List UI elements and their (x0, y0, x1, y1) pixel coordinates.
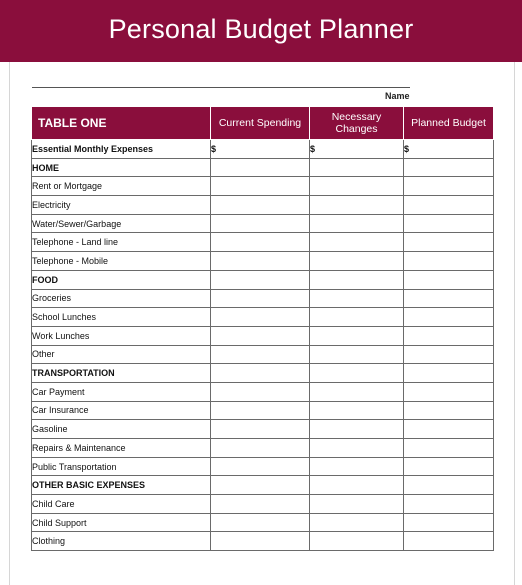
table-row (32, 420, 494, 439)
category-row (32, 476, 494, 495)
budget-table (31, 106, 494, 551)
planned-budget-cell[interactable] (404, 345, 494, 364)
table-row (32, 345, 494, 364)
row-label: Other (32, 345, 211, 364)
table-row (32, 401, 494, 420)
column-header-planned-budget: Planned Budget (404, 107, 494, 140)
table-row (32, 457, 494, 476)
necessary-changes-cell[interactable] (310, 326, 404, 345)
current-spending-cell (211, 158, 310, 177)
page-title: Personal Budget Planner (108, 14, 414, 44)
necessary-changes-cell[interactable] (310, 177, 404, 196)
necessary-changes-cell (310, 364, 404, 383)
necessary-changes-cell[interactable] (310, 196, 404, 215)
necessary-changes-cell (310, 158, 404, 177)
essential-expenses-row (32, 140, 494, 159)
necessary-changes-cell (310, 476, 404, 495)
current-spending-cell[interactable]: $ (211, 140, 310, 159)
current-spending-cell[interactable] (211, 252, 310, 271)
table-title: TABLE ONE (32, 107, 211, 140)
planned-budget-cell[interactable] (404, 382, 494, 401)
current-spending-cell[interactable] (211, 401, 310, 420)
title-banner (0, 0, 522, 62)
name-label: Name (385, 91, 410, 101)
current-spending-cell[interactable] (211, 233, 310, 252)
current-spending-cell[interactable] (211, 177, 310, 196)
row-label: Car Insurance (32, 401, 211, 420)
planned-budget-cell[interactable] (404, 457, 494, 476)
category-label: OTHER BASIC EXPENSES (32, 476, 211, 495)
budget-table-body (32, 140, 494, 551)
planned-budget-cell[interactable] (404, 233, 494, 252)
necessary-changes-cell[interactable] (310, 214, 404, 233)
planned-budget-cell[interactable] (404, 289, 494, 308)
planned-budget-cell (404, 476, 494, 495)
planned-budget-cell[interactable] (404, 196, 494, 215)
necessary-changes-cell[interactable] (310, 420, 404, 439)
current-spending-cell[interactable] (211, 457, 310, 476)
table-row (32, 289, 494, 308)
planned-budget-cell[interactable]: $ (404, 140, 494, 159)
necessary-changes-cell[interactable] (310, 439, 404, 458)
current-spending-cell[interactable] (211, 495, 310, 514)
planned-budget-cell[interactable] (404, 214, 494, 233)
current-spending-cell[interactable] (211, 214, 310, 233)
necessary-changes-cell[interactable] (310, 513, 404, 532)
planned-budget-cell (404, 158, 494, 177)
table-row (32, 177, 494, 196)
planned-budget-cell[interactable] (404, 532, 494, 551)
table-row (32, 196, 494, 215)
table-row (32, 382, 494, 401)
planned-budget-cell[interactable] (404, 326, 494, 345)
row-label: Child Support (32, 513, 211, 532)
row-label: Essential Monthly Expenses (32, 140, 211, 159)
category-row (32, 158, 494, 177)
necessary-changes-cell[interactable] (310, 382, 404, 401)
row-label: Clothing (32, 532, 211, 551)
row-label: Water/Sewer/Garbage (32, 214, 211, 233)
planned-budget-cell[interactable] (404, 495, 494, 514)
necessary-changes-cell[interactable] (310, 457, 404, 476)
table-row (32, 252, 494, 271)
table-row (32, 233, 494, 252)
current-spending-cell[interactable] (211, 326, 310, 345)
category-label: FOOD (32, 270, 211, 289)
category-row (32, 364, 494, 383)
row-label: Car Payment (32, 382, 211, 401)
row-label: Rent or Mortgage (32, 177, 211, 196)
category-label: HOME (32, 158, 211, 177)
current-spending-cell[interactable] (211, 513, 310, 532)
name-field-line[interactable] (32, 87, 410, 88)
necessary-changes-cell[interactable]: $ (310, 140, 404, 159)
necessary-changes-cell[interactable] (310, 289, 404, 308)
planned-budget-cell[interactable] (404, 252, 494, 271)
planned-budget-cell[interactable] (404, 439, 494, 458)
current-spending-cell[interactable] (211, 382, 310, 401)
planned-budget-cell[interactable] (404, 308, 494, 327)
necessary-changes-cell[interactable] (310, 401, 404, 420)
current-spending-cell (211, 364, 310, 383)
planned-budget-cell (404, 270, 494, 289)
row-label: Work Lunches (32, 326, 211, 345)
current-spending-cell[interactable] (211, 439, 310, 458)
necessary-changes-cell[interactable] (310, 532, 404, 551)
row-label: Groceries (32, 289, 211, 308)
necessary-changes-cell[interactable] (310, 345, 404, 364)
necessary-changes-cell[interactable] (310, 252, 404, 271)
planned-budget-cell[interactable] (404, 177, 494, 196)
column-header-necessary-changes: Necessary Changes (310, 107, 404, 140)
table-row (32, 513, 494, 532)
table-row (32, 439, 494, 458)
planned-budget-cell[interactable] (404, 401, 494, 420)
current-spending-cell[interactable] (211, 532, 310, 551)
current-spending-cell (211, 270, 310, 289)
current-spending-cell[interactable] (211, 196, 310, 215)
category-label: TRANSPORTATION (32, 364, 211, 383)
necessary-changes-cell (310, 270, 404, 289)
planned-budget-cell (404, 364, 494, 383)
category-row (32, 270, 494, 289)
table-row (32, 532, 494, 551)
current-spending-cell[interactable] (211, 308, 310, 327)
row-label: Public Transportation (32, 457, 211, 476)
current-spending-cell (211, 476, 310, 495)
row-label: Child Care (32, 495, 211, 514)
necessary-changes-cell[interactable] (310, 308, 404, 327)
table-row (32, 308, 494, 327)
planned-budget-cell[interactable] (404, 420, 494, 439)
table-row (32, 214, 494, 233)
current-spending-cell[interactable] (211, 345, 310, 364)
row-label: Electricity (32, 196, 211, 215)
row-label: School Lunches (32, 308, 211, 327)
planned-budget-cell[interactable] (404, 513, 494, 532)
table-row (32, 326, 494, 345)
column-header-current-spending: Current Spending (211, 107, 310, 140)
row-label: Gasoline (32, 420, 211, 439)
necessary-changes-cell[interactable] (310, 495, 404, 514)
necessary-changes-cell[interactable] (310, 233, 404, 252)
row-label: Repairs & Maintenance (32, 439, 211, 458)
current-spending-cell[interactable] (211, 289, 310, 308)
table-header-row (32, 107, 494, 140)
row-label: Telephone - Land line (32, 233, 211, 252)
current-spending-cell[interactable] (211, 420, 310, 439)
row-label: Telephone - Mobile (32, 252, 211, 271)
table-row (32, 495, 494, 514)
